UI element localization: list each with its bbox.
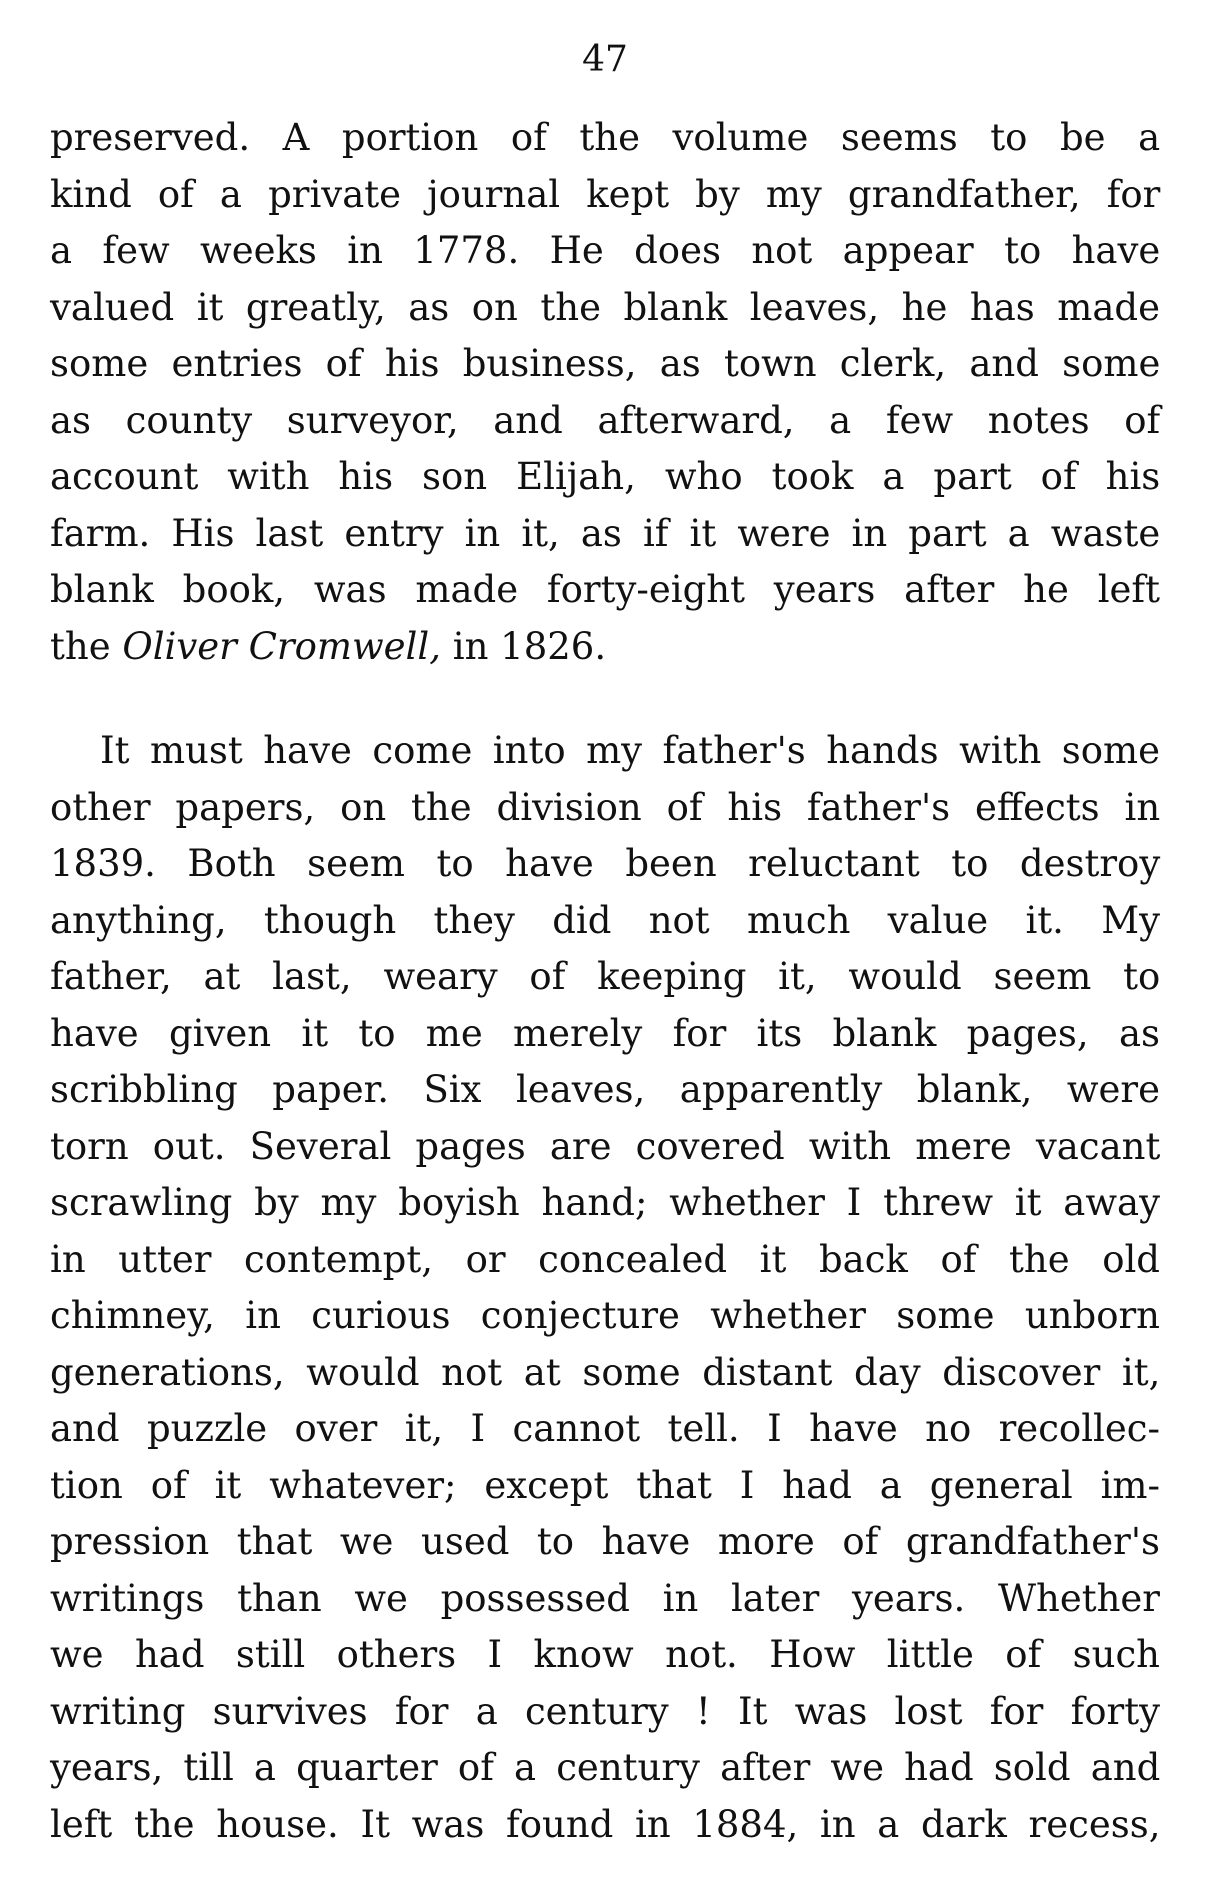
text-line: other papers, on the division of his father's effects in <box>50 785 1161 829</box>
text-line: 1839. Both seem to have been reluctant to destroy <box>50 842 1161 885</box>
text-line: valued it greatly, as on the blank leaves, he has made <box>50 285 1160 329</box>
text-line: anything, though they did not much value it. My <box>50 898 1160 942</box>
text-line: father, at last, weary of keeping it, would seem to <box>50 955 1161 998</box>
text-line: generations, would not at some distant day discover it, <box>50 1350 1161 1394</box>
text-line: farm. His last entry in it, as if it were in part a waste <box>50 511 1161 555</box>
page-number: 47 <box>582 39 628 80</box>
text-line: account with his son Elijah, who took a part of his <box>50 455 1161 498</box>
text-line-last <box>50 619 1160 676</box>
text-line: tion of it whatever; except that I had a general im- <box>50 1463 1160 1507</box>
text-line: kind of a private journal kept by my grandfather, for <box>50 172 1161 216</box>
text-fragment: in 1826. <box>440 624 607 668</box>
ship-name-italic: Oliver Cromwell, <box>122 624 441 668</box>
text-line: torn out. Several pages are covered with mere vacant <box>50 1124 1161 1168</box>
text-line: some entries of his business, as town clerk, and some <box>50 342 1161 385</box>
text-line: writing survives for a century ! It was lost for forty <box>50 1689 1160 1733</box>
text-fragment: the <box>50 624 123 668</box>
text-line: a few weeks in 1778. He does not appear to have <box>50 229 1161 272</box>
text-line: in utter contempt, or concealed it back of the old <box>50 1237 1160 1281</box>
text-line: writings than we possessed in later years. Whether <box>50 1576 1160 1620</box>
text-line: blank book, was made forty-eight years after he left <box>50 568 1160 611</box>
text-line: pression that we used to have more of grandfather's <box>50 1520 1160 1563</box>
book-page <box>50 30 1160 1880</box>
text-line: scrawling by my boyish hand; whether I threw it away <box>50 1181 1160 1224</box>
text-line: we had still others I know not. How little of such <box>50 1633 1160 1676</box>
paragraph-2 <box>50 723 1160 1853</box>
text-line: have given it to me merely for its blank pages, as <box>50 1011 1160 1055</box>
paragraph-1 <box>50 110 1160 675</box>
text-line: as county surveyor, and afterward, a few notes of <box>50 398 1161 442</box>
text-line: and puzzle over it, I cannot tell. I have no recollec- <box>50 1407 1160 1450</box>
text-line: preserved. A portion of the volume seems to be a <box>50 116 1161 159</box>
text-line: left the house. It was found in 1884, in a dark recess, <box>50 1802 1161 1846</box>
text-line: scribbling paper. Six leaves, apparently blank, were <box>50 1068 1160 1111</box>
text-line: It must have come into my father's hands with some <box>100 729 1160 772</box>
text-line: chimney, in curious conjecture whether some unborn <box>50 1294 1160 1337</box>
text-line: years, till a quarter of a century after we had sold and <box>50 1746 1161 1789</box>
